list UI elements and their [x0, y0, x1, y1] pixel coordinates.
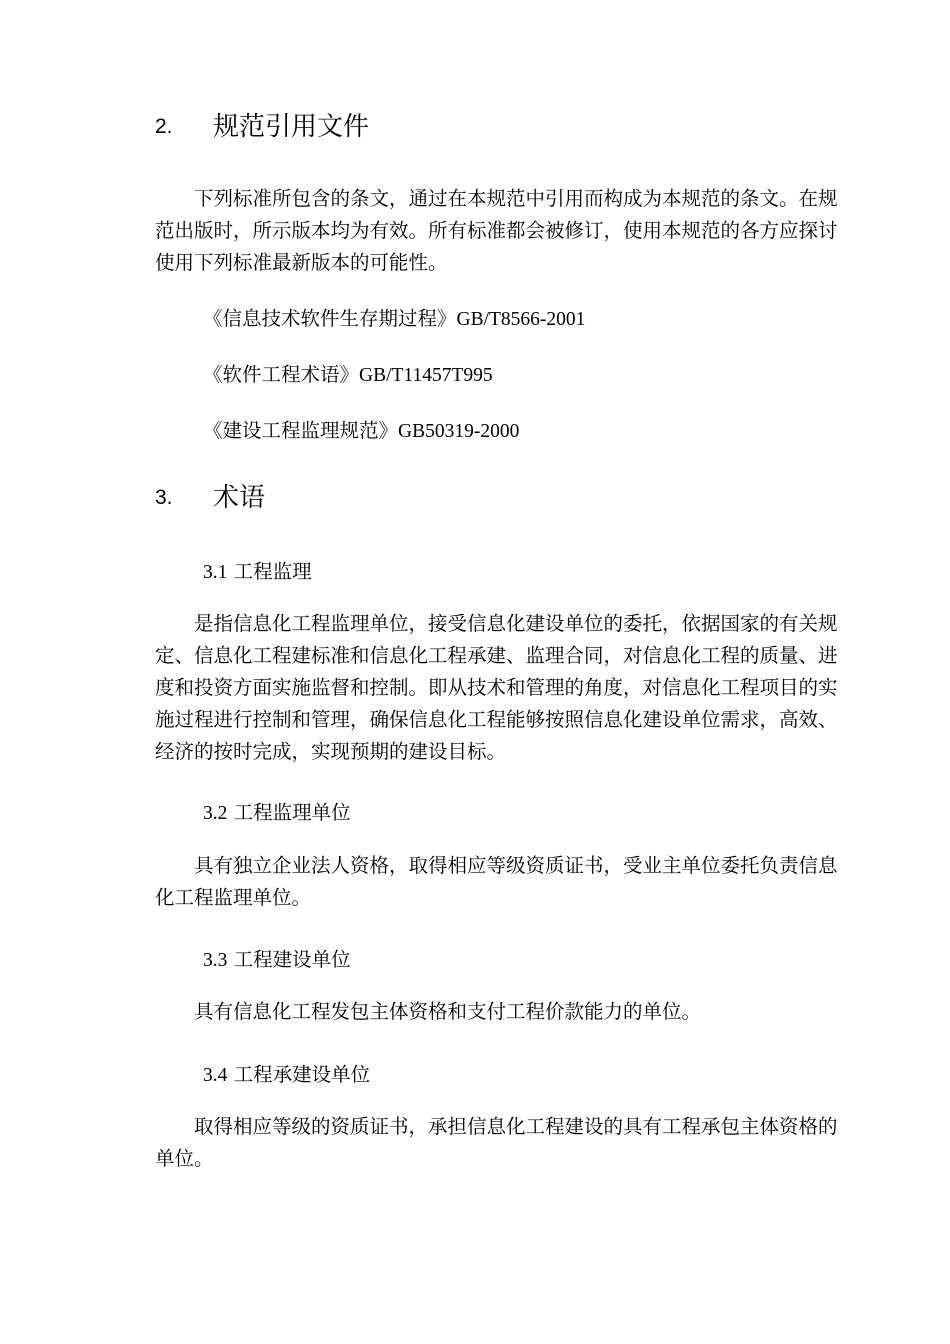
reference-name: 《信息技术软件生存期过程》: [203, 307, 457, 330]
term-definition: 具有独立企业法人资格，取得相应等级资质证书，受业主单位委托负责信息化工程监理单位。: [155, 854, 838, 909]
term-number: 3.3: [203, 950, 228, 971]
term-definition: 取得相应等级的资质证书，承担信息化工程建设的具有工程承包主体资格的单位。: [155, 1115, 838, 1170]
term-heading: [203, 558, 312, 587]
term-name: 工程监理: [233, 560, 312, 583]
reference-code: GB50319-2000: [398, 421, 520, 442]
term-name: 工程建设单位: [233, 948, 351, 971]
section-2-intro: 下列标准所包含的条文，通过在本规范中引用而构成为本规范的条文。在规范出版时，所示版本均为有效。所有标准都会被修订，使用本规范的各方应探讨使用下列标准最新版本的可能性。: [155, 187, 838, 274]
section-title: 术语: [213, 483, 266, 513]
reference-name: 《建设工程监理规范》: [203, 419, 399, 442]
reference-code: GB/T8566-2001: [456, 309, 586, 330]
term-number: 3.2: [203, 803, 228, 824]
term-heading: [203, 1061, 370, 1090]
reference-code: GB/T11457T995: [359, 365, 493, 386]
term-name: 工程承建设单位: [233, 1063, 371, 1086]
section-number: 2.: [155, 115, 173, 138]
term-definition: 具有信息化工程发包主体资格和支付工程价款能力的单位。: [194, 1000, 702, 1023]
section-title: 规范引用文件: [213, 112, 370, 142]
section-number: 3.: [155, 486, 173, 509]
term-number: 3.4: [203, 1065, 228, 1086]
reference-item: [203, 417, 519, 446]
term-name: 工程监理单位: [233, 801, 351, 824]
term-number: 3.1: [203, 562, 228, 583]
term-heading: [203, 946, 351, 975]
reference-item: [203, 305, 585, 334]
term-heading: [203, 799, 351, 828]
reference-name: 《软件工程术语》: [203, 363, 360, 386]
reference-item: [203, 361, 493, 390]
term-definition: 是指信息化工程监理单位，接受信息化建设单位的委托，依据国家的有关规定、信息化工程建标准和信息化工程承建、监理合同，对信息化工程的质量、进度和投资方面实施监督和控制。即从技术和管理的角度，对信息化工程项目的实施过程进行控制和管理，确保信息化工程能够按照信息化建设单位需求，高效、经济的按时完成，实现预期的建设目标。: [155, 612, 838, 763]
